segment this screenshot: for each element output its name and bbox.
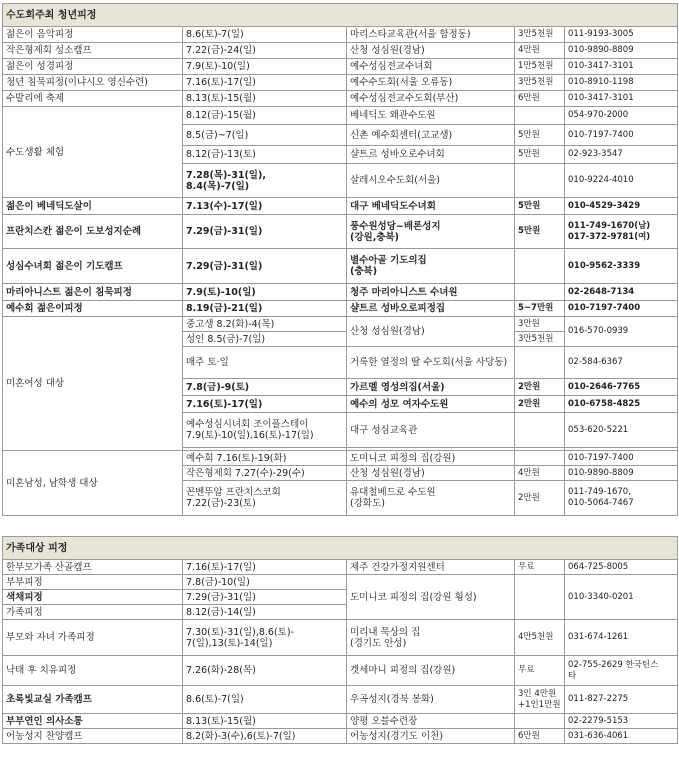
table-row: 어농성지 찬양캠프 8.2(화)-3(수),6(토)-7(일) 어농성지(경기도 이천) 6만원 031-636-4061 (3, 729, 678, 744)
table-row: 마리아니스트 젊은이 침묵피정 7.9(토)-10(일) 청주 마리아니스트 수녀원 02-2648-7134 (3, 284, 678, 301)
table-row: 성심수녀회 젊은이 기도캠프 7.29(금)-31(일) 별수아골 기도의집 (충북) 010-9562-3339 (3, 249, 678, 284)
table-row: 젊은이 음악피정 8.6(토)-7(일) 마리스타교육관(서울 합정동) 3만5천원 011-9193-3005 (3, 27, 678, 43)
table-row: 성인 8.5(금)-7(일) 3만5천원 (3, 332, 678, 347)
table-row: 8.5(금)~7(일) 신촌 예수회센터(고교생) 5만원 010-7197-7400 (3, 125, 678, 146)
table-row: 예수회 젊은이피정 8.19(금)-21(일) 샬트르 성바오로피정집 5~7만원 010-7197-7400 (3, 301, 678, 317)
table-row: 작은형제회 7.27(수)-29(수) 산청 성심원(경남) 4만원 010-9890-8809 (3, 466, 678, 481)
table-row: 미혼남성, 남학생 대상 예수회 7.16(토)-19(화) 도미니코 피정의 집(강원) 010-7197-7400 (3, 451, 678, 466)
monastic-label: 수도생활 체험 (3, 107, 183, 198)
table-row: 부부연인 의사소통 8.13(토)-15(월) 양평 오블수련장 02-2279-5153 (3, 714, 678, 729)
table-row: 부부피정 7.8(금)-10(일) 도미니코 피정의 집(강원 횡성) 010-3340-0201 (3, 575, 678, 590)
table-row: 젊은이 성경피정 7.9(토)-10(일) 예수성심전교수녀회 1만5천원 010-3417-3101 (3, 59, 678, 75)
table-row: 초록빛교실 가족캠프 8.6(토)-7(일) 우곡성지(경북 봉화) 3인 4만원 +1인1만원 011-827-2275 (3, 686, 678, 714)
family-retreat-table (2, 536, 678, 744)
table-row: 작은형제회 성소캠프 7.22(금)-24(일) 산청 성심원(경남) 4만원 010-9890-8809 (3, 43, 678, 59)
table-row: 미혼여성 대상 중고생 8.2(화)-4(목) 산청 성심원(경남) 3만원 016-570-0939 (3, 317, 678, 332)
youth-retreat-table (2, 3, 678, 516)
table-row: 수발리에 축제 8.13(토)-15(월) 예수성심전교수도회(부산) 6만원 010-3417-3101 (3, 91, 678, 107)
table-row: 낙태 후 치유피정 7.26(화)-28(목) 겟세마니 피정의 집(강원) 무료 02-755-2629 한국틴스 타 (3, 656, 678, 686)
table-row: 예수성심시녀회 조이플스테이 7.9(토)-10(일),16(토)-17(일) 대구 성심교육관 053-620-5221 (3, 413, 678, 448)
table-row: 7.16(토)-17(일) 예수의 성모 여자수도원 2만원 010-6758-4825 (3, 396, 678, 413)
men-label: 미혼남성, 남학생 대상 (3, 451, 183, 516)
table-row: 프란치스칸 젊은이 도보성지순례 7.29(금)-31(일) 풍수원성당~배론성지 (강원,충북) 5만원 011-749-1670(남) 017-372-9781(여) (3, 215, 678, 249)
section-title-family: 가족대상 피정 (3, 537, 678, 560)
table-row: 꼰벤뚜알 프란치스코회 7.22(금)-23(토) 유대철베드로 수도원 (강화도) 2만원 011-749-1670, 010-5064-7467 (3, 481, 678, 516)
table-row: 젊은이 베네딕도살이 7.13(수)-17(일) 대구 베네딕도수녀회 5만원 010-4529-3429 (3, 198, 678, 215)
table-row: 부모와 자녀 가족피정 7.30(토)-31(일),8.6(토)- 7(일),13(토)-14(일) 미리내 묵상의 집 (경기도 안성) 4만5천원 031-674-1261 (3, 620, 678, 656)
women-label: 미혼여성 대상 (3, 317, 183, 451)
table-row: 7.8(금)-9(토) 가르멜 영성의집(서울) 2만원 010-2646-7765 (3, 379, 678, 396)
table-row: 7.28(목)-31(일), 8.4(목)-7(일) 살레시오수도회(서울) 010-9224-4010 (3, 164, 678, 198)
table-row: 8.12(금)-13(토) 샬트르 성바오로수녀회 5만원 02-923-3547 (3, 146, 678, 164)
table-row: 청년 침묵피정(이냐시오 영신수련) 7.16(토)-17(일) 예수수도회(서울 오류동) 3만5천원 010-8910-1198 (3, 75, 678, 91)
table-row: 매주 토·일 거룩한 열정의 딸 수도회(서울 사당동) 02-584-6367 (3, 347, 678, 379)
section-title-youth: 수도회주최 청년피정 (3, 4, 678, 27)
table-row: 한부모가족 산골캠프 7.16(토)-17(일) 제주 건강가정지원센터 무료 064-725-8005 (3, 560, 678, 575)
table-row: 수도생활 체험 8.12(금)-15(월) 베네딕도 왜관수도원 054-970-2000 (3, 107, 678, 125)
table-row: 색채피정 7.29(금)-31(일) (3, 590, 678, 605)
table-row: 가족피정 8.12(금)-14(일) (3, 605, 678, 620)
